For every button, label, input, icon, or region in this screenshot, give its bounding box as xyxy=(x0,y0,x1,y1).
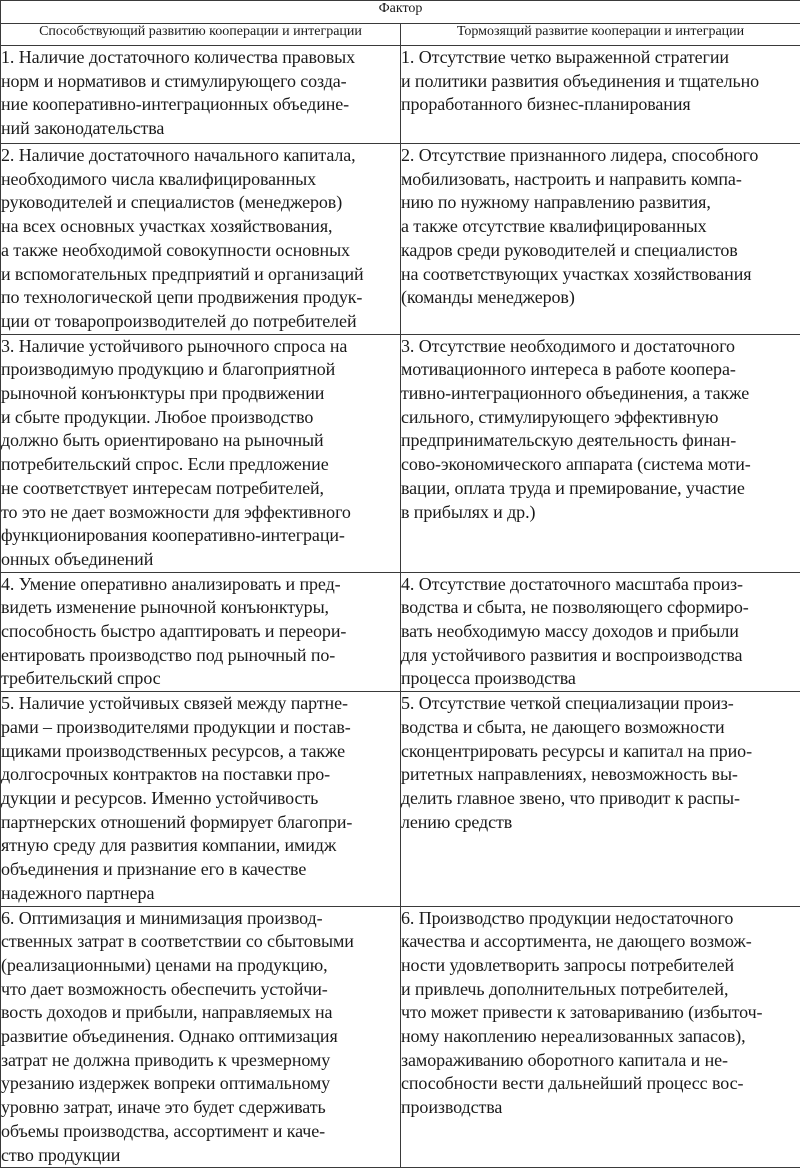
column-header-hindering: Тормозящий развитие кооперации и интеграции xyxy=(401,24,800,46)
promoting-factor-cell: 6. Оптимизация и минимизация производ- ственных затрат в соответствии со сбытовыми (реализационными) ценами на продукцию, что дает возможность обеспечить устойчи- вость доходов и прибыли, направляемых на развитие объединения. Однако оптимизация затрат не должна приводить к чрезмерному урезанию издержек вопреки оптимальному уровню затрат, иначе это будет сдерживать объемы производства, ассортимент и каче- ство продукции xyxy=(1,906,401,1168)
promoting-factor-cell: 1. Наличие достаточного количества правовых норм и нормативов и стимулирующего созда- ние кооперативно-интеграционных объедине- ний законодательства xyxy=(1,46,401,144)
table-row xyxy=(1,572,800,692)
promoting-factor-cell: 3. Наличие устойчивого рыночного спроса на производимую продукцию и благоприятной рыночной конъюнктуры при продвижении и сбыте продукции. Любое производство должно быть ориентировано на рыночный потребительский спрос. Если предложение не соответствует интересам потребителей, то это не дает возможности для эффективного функционирования кооперативно-интеграци- онных объединений xyxy=(1,334,401,572)
hindering-factor-cell: 1. Отсутствие четко выраженной стратегии и политики развития объединения и тщательно проработанного бизнес-планирования xyxy=(401,46,800,144)
table-row xyxy=(1,692,800,906)
table-row xyxy=(1,46,800,144)
promoting-factor-cell: 5. Наличие устойчивых связей между партне- рами – производителями продукции и постав- щиками производственных ресурсов, а также долгосрочных контрактов на поставки про- дукции и ресурсов. Именно устойчивость партнерских отношений формирует благопри- ятную среду для развития компании, имидж объединения и признание его в качестве надежного партнера xyxy=(1,692,401,906)
hindering-factor-cell: 4. Отсутствие достаточного масштаба произ- водства и сбыта, не позволяющего сформиро- вать необходимую массу доходов и прибыли для устойчивого развития и воспроизводства процесса производства xyxy=(401,572,800,692)
hindering-factor-cell: 3. Отсутствие необходимого и достаточного мотивационного интереса в работе коопера- тивно-интеграционного объединения, а также сильного, стимулирующего эффективную предпринимательскую деятельность финан- сово-экономического аппарата (система моти- вации, оплата труда и премирование, участие в прибылях и др.) xyxy=(401,334,800,572)
table-row xyxy=(1,144,800,335)
hindering-factor-cell: 6. Производство продукции недостаточного качества и ассортимента, не дающего возмож- ности удовлетворить запросы потребителей и привлечь дополнительных потребителей, что может привести к затовариванию (избыточ- ному накоплению нереализованных запасов), замораживанию оборотного капитала и не- способности вести дальнейший процесс вос- производства xyxy=(401,906,800,1168)
hindering-factor-cell: 2. Отсутствие признанного лидера, способного мобилизовать, настроить и направить компа- нию по нужному направлению развития, а также отсутствие квалифицированных кадров среди руководителей и специалистов на соответствующих участках хозяйствования (команды менеджеров) xyxy=(401,144,800,335)
promoting-factor-cell: 4. Умение оперативно анализировать и пред- видеть изменение рыночной конъюнктуры, способность быстро адаптировать и переори- ентировать производство под рыночный по- требительский спрос xyxy=(1,572,401,692)
column-header-promoting: Способствующий развитию кооперации и интеграции xyxy=(1,24,401,46)
table-row xyxy=(1,906,800,1168)
table-header-factor: Фактор xyxy=(1,1,800,24)
table-header-row xyxy=(1,1,800,24)
promoting-factor-cell: 2. Наличие достаточного начального капитала, необходимого числа квалифицированных руководителей и специалистов (менеджеров) на всех основных участках хозяйствования, а также необходимой совокупности основных и вспомогательных предприятий и организаций по технологической цепи продвижения продук- ции от товаропроизводителей до потребителей xyxy=(1,144,401,335)
table-row xyxy=(1,334,800,572)
table-subheader-row xyxy=(1,24,800,46)
hindering-factor-cell: 5. Отсутствие четкой специализации произ- водства и сбыта, не дающего возможности сконцентрировать ресурсы и капитал на прио- ритетных направлениях, невозможность вы- делить главное звено, что приводит к распы- лению средств xyxy=(401,692,800,906)
